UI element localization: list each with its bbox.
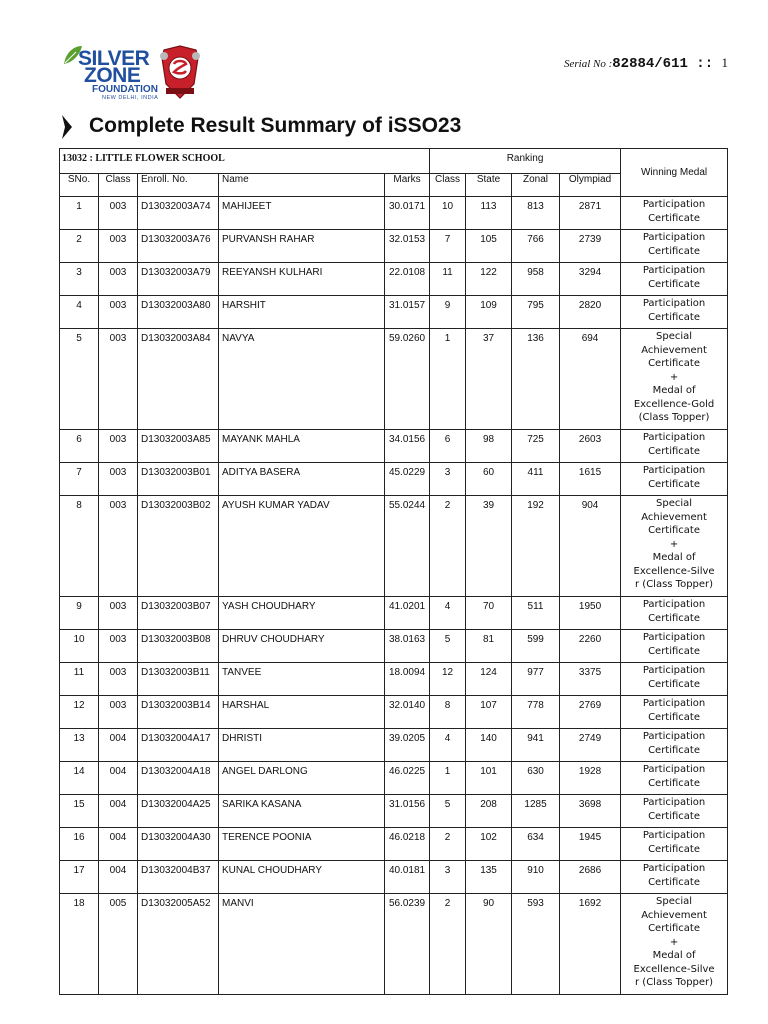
- logo-line-2: ZONE: [84, 64, 141, 87]
- cell-rank-olympiad: 2739: [560, 230, 621, 263]
- cell-rank-zonal: 795: [512, 296, 560, 329]
- table-row: [60, 197, 728, 230]
- cell-medal: [621, 696, 728, 729]
- medal-line: Certificate: [648, 278, 701, 290]
- medal-line: +: [669, 371, 679, 383]
- medal-line: Excellence-Gold: [633, 398, 715, 410]
- table-row: [60, 329, 728, 430]
- cell-rank-state: 70: [466, 597, 512, 630]
- cell-rank-class: 9: [430, 296, 466, 329]
- cell-marks: 30.0171: [385, 197, 430, 230]
- cell-rank-olympiad: 2603: [560, 430, 621, 463]
- medal-line: Certificate: [648, 245, 701, 257]
- cell-medal: [621, 597, 728, 630]
- cell-medal: [621, 263, 728, 296]
- cell-rank-class: 3: [430, 861, 466, 894]
- medal-line: Participation: [642, 665, 706, 676]
- cell-rank-state: 109: [466, 296, 512, 329]
- table-row: [60, 263, 728, 296]
- cell-marks: 32.0153: [385, 230, 430, 263]
- cell-enroll: D13032003A84: [138, 329, 219, 430]
- medal-line: Participation: [642, 764, 706, 775]
- medal-line: Certificate: [648, 678, 701, 690]
- cell-sno: 4: [60, 296, 99, 329]
- cell-rank-zonal: 634: [512, 828, 560, 861]
- cell-class: 003: [99, 430, 138, 463]
- medal-line: Certificate: [648, 445, 701, 457]
- winning-medal-header: Winning Medal: [621, 149, 728, 197]
- silver-zone-logo: [62, 42, 212, 102]
- page-title: Complete Result Summary of iSSO23: [89, 114, 462, 137]
- cell-name: HARSHAL: [219, 696, 385, 729]
- medal-line: Certificate: [648, 843, 701, 855]
- cell-medal: [621, 329, 728, 430]
- cell-sno: 16: [60, 828, 99, 861]
- cell-sno: 5: [60, 329, 99, 430]
- serial-separator: ::: [687, 56, 722, 72]
- medal-line: Participation: [642, 265, 706, 276]
- cell-rank-state: 208: [466, 795, 512, 828]
- medal-line: Medal of: [652, 950, 696, 961]
- medal-line: +: [669, 936, 679, 948]
- cell-rank-class: 6: [430, 430, 466, 463]
- cell-rank-class: 11: [430, 263, 466, 296]
- medal-line: Participation: [642, 199, 706, 210]
- cell-name: TERENCE POONIA: [219, 828, 385, 861]
- cell-name: PURVANSH RAHAR: [219, 230, 385, 263]
- results-table: [59, 148, 728, 995]
- cell-rank-olympiad: 1615: [560, 463, 621, 496]
- medal-line: Achievement: [641, 511, 707, 523]
- logo-line-1: SILVER: [78, 47, 150, 70]
- cell-class: 003: [99, 696, 138, 729]
- medal-line: Certificate: [648, 478, 701, 490]
- cell-name: KUNAL CHOUDHARY: [219, 861, 385, 894]
- cell-rank-zonal: 1285: [512, 795, 560, 828]
- cell-class: 004: [99, 795, 138, 828]
- cell-enroll: D13032003A76: [138, 230, 219, 263]
- col-enroll: Enroll. No.: [138, 174, 219, 197]
- cell-rank-class: 2: [430, 496, 466, 597]
- cell-class: 004: [99, 861, 138, 894]
- table-row: [60, 663, 728, 696]
- cell-name: AYUSH KUMAR YADAV: [219, 496, 385, 597]
- cell-rank-state: 113: [466, 197, 512, 230]
- cell-rank-olympiad: 2871: [560, 197, 621, 230]
- cell-name: YASH CHOUDHARY: [219, 597, 385, 630]
- cell-medal: [621, 197, 728, 230]
- cell-medal: [621, 496, 728, 597]
- cell-name: MAHIJEET: [219, 197, 385, 230]
- cell-rank-zonal: 725: [512, 430, 560, 463]
- medal-line: Certificate: [648, 810, 701, 822]
- cell-medal: [621, 230, 728, 263]
- cell-rank-zonal: 958: [512, 263, 560, 296]
- table-row: [60, 463, 728, 496]
- table-row: [60, 296, 728, 329]
- medal-line: Participation: [642, 465, 706, 476]
- table-row: [60, 795, 728, 828]
- logo-wordmark: [76, 46, 166, 100]
- title-arrow-icon: [60, 114, 74, 140]
- col-rank-olympiad: Olympiad: [560, 174, 621, 197]
- cell-enroll: D13032004B37: [138, 861, 219, 894]
- logo-line-3: FOUNDATION: [92, 84, 158, 95]
- logo-line-4: NEW DELHI, INDIA: [102, 95, 159, 101]
- table-row: [60, 630, 728, 663]
- cell-rank-zonal: 192: [512, 496, 560, 597]
- cell-medal: [621, 894, 728, 995]
- cell-medal: [621, 828, 728, 861]
- cell-rank-olympiad: 2686: [560, 861, 621, 894]
- medal-line: Certificate: [648, 876, 701, 888]
- medal-line: Participation: [642, 797, 706, 808]
- cell-enroll: D13032003B02: [138, 496, 219, 597]
- cell-sno: 9: [60, 597, 99, 630]
- cell-rank-zonal: 593: [512, 894, 560, 995]
- cell-name: DHRUV CHOUDHARY: [219, 630, 385, 663]
- cell-marks: 32.0140: [385, 696, 430, 729]
- cell-rank-zonal: 910: [512, 861, 560, 894]
- cell-enroll: D13032004A17: [138, 729, 219, 762]
- cell-sno: 15: [60, 795, 99, 828]
- cell-medal: [621, 463, 728, 496]
- col-rank-class: Class: [430, 174, 466, 197]
- medal-line: r (Class Topper): [635, 977, 714, 988]
- cell-name: ANGEL DARLONG: [219, 762, 385, 795]
- cell-enroll: D13032003A85: [138, 430, 219, 463]
- cell-rank-class: 12: [430, 663, 466, 696]
- cell-rank-class: 1: [430, 329, 466, 430]
- cell-marks: 34.0156: [385, 430, 430, 463]
- serial-number: [564, 55, 728, 72]
- cell-rank-state: 37: [466, 329, 512, 430]
- medal-line: Achievement: [641, 344, 707, 356]
- cell-rank-class: 2: [430, 894, 466, 995]
- cell-sno: 3: [60, 263, 99, 296]
- cell-name: ADITYA BASERA: [219, 463, 385, 496]
- medal-line: Certificate: [648, 645, 701, 657]
- school-name: 13032 : LITTLE FLOWER SCHOOL: [60, 149, 430, 174]
- cell-rank-olympiad: 2749: [560, 729, 621, 762]
- table-row: [60, 729, 728, 762]
- cell-marks: 39.0205: [385, 729, 430, 762]
- cell-rank-state: 60: [466, 463, 512, 496]
- cell-rank-olympiad: 2769: [560, 696, 621, 729]
- cell-class: 003: [99, 663, 138, 696]
- cell-rank-state: 122: [466, 263, 512, 296]
- table-row: [60, 828, 728, 861]
- cell-enroll: D13032003B11: [138, 663, 219, 696]
- cell-class: 003: [99, 197, 138, 230]
- cell-sno: 17: [60, 861, 99, 894]
- medal-line: Excellence-Silve: [633, 963, 715, 975]
- cell-sno: 13: [60, 729, 99, 762]
- cell-rank-state: 124: [466, 663, 512, 696]
- cell-sno: 11: [60, 663, 99, 696]
- cell-sno: 7: [60, 463, 99, 496]
- table-row: [60, 430, 728, 463]
- cell-rank-class: 5: [430, 795, 466, 828]
- medal-line: Participation: [642, 731, 706, 742]
- cell-sno: 18: [60, 894, 99, 995]
- cell-rank-zonal: 630: [512, 762, 560, 795]
- cell-class: 004: [99, 729, 138, 762]
- cell-rank-state: 105: [466, 230, 512, 263]
- cell-marks: 56.0239: [385, 894, 430, 995]
- cell-sno: 8: [60, 496, 99, 597]
- cell-rank-state: 135: [466, 861, 512, 894]
- cell-medal: [621, 762, 728, 795]
- cell-enroll: D13032005A52: [138, 894, 219, 995]
- cell-rank-state: 39: [466, 496, 512, 597]
- table-row: [60, 230, 728, 263]
- medal-line: Certificate: [648, 744, 701, 756]
- col-name: Name: [219, 174, 385, 197]
- cell-marks: 55.0244: [385, 496, 430, 597]
- medal-line: Certificate: [648, 311, 701, 323]
- cell-rank-class: 5: [430, 630, 466, 663]
- cell-name: REEYANSH KULHARI: [219, 263, 385, 296]
- cell-rank-state: 107: [466, 696, 512, 729]
- cell-rank-olympiad: 1692: [560, 894, 621, 995]
- cell-name: DHRISTI: [219, 729, 385, 762]
- cell-rank-class: 10: [430, 197, 466, 230]
- cell-marks: 18.0094: [385, 663, 430, 696]
- medal-line: r (Class Topper): [635, 579, 714, 590]
- table-row: [60, 496, 728, 597]
- cell-rank-zonal: 766: [512, 230, 560, 263]
- cell-class: 004: [99, 762, 138, 795]
- cell-class: 003: [99, 230, 138, 263]
- cell-rank-olympiad: 2820: [560, 296, 621, 329]
- col-rank-state: State: [466, 174, 512, 197]
- cell-rank-olympiad: 3375: [560, 663, 621, 696]
- cell-marks: 46.0218: [385, 828, 430, 861]
- cell-name: HARSHIT: [219, 296, 385, 329]
- cell-marks: 46.0225: [385, 762, 430, 795]
- cell-marks: 41.0201: [385, 597, 430, 630]
- cell-sno: 12: [60, 696, 99, 729]
- cell-rank-state: 98: [466, 430, 512, 463]
- cell-rank-zonal: 977: [512, 663, 560, 696]
- cell-rank-class: 1: [430, 762, 466, 795]
- cell-class: 003: [99, 296, 138, 329]
- medal-line: Medal of: [652, 552, 696, 563]
- cell-medal: [621, 663, 728, 696]
- cell-class: 003: [99, 496, 138, 597]
- cell-medal: [621, 296, 728, 329]
- table-row: [60, 597, 728, 630]
- medal-line: Certificate: [648, 525, 701, 536]
- cell-sno: 2: [60, 230, 99, 263]
- medal-line: Certificate: [648, 612, 701, 624]
- cell-marks: 38.0163: [385, 630, 430, 663]
- cell-enroll: D13032003A79: [138, 263, 219, 296]
- medal-line: Special: [656, 498, 693, 509]
- cell-rank-state: 81: [466, 630, 512, 663]
- cell-rank-zonal: 813: [512, 197, 560, 230]
- cell-rank-olympiad: 2260: [560, 630, 621, 663]
- cell-medal: [621, 729, 728, 762]
- cell-rank-state: 102: [466, 828, 512, 861]
- medal-line: Certificate: [648, 711, 701, 723]
- cell-rank-state: 101: [466, 762, 512, 795]
- cell-rank-olympiad: 1928: [560, 762, 621, 795]
- cell-rank-olympiad: 1945: [560, 828, 621, 861]
- cell-rank-olympiad: 3698: [560, 795, 621, 828]
- medal-line: Participation: [642, 232, 706, 243]
- medal-line: Participation: [642, 698, 706, 709]
- cell-rank-olympiad: 1950: [560, 597, 621, 630]
- cell-marks: 31.0157: [385, 296, 430, 329]
- medal-line: Achievement: [641, 909, 707, 921]
- cell-rank-class: 3: [430, 463, 466, 496]
- cell-medal: [621, 430, 728, 463]
- cell-name: NAVYA: [219, 329, 385, 430]
- cell-name: SARIKA KASANA: [219, 795, 385, 828]
- medal-line: Special: [656, 331, 693, 342]
- medal-line: Certificate: [648, 923, 701, 934]
- cell-enroll: D13032004A25: [138, 795, 219, 828]
- medal-line: Participation: [642, 632, 706, 643]
- medal-line: Participation: [642, 432, 706, 443]
- col-rank-zonal: Zonal: [512, 174, 560, 197]
- medal-line: Medal of: [652, 385, 696, 396]
- cell-rank-zonal: 599: [512, 630, 560, 663]
- crest-icon: [158, 44, 202, 100]
- cell-enroll: D13032004A30: [138, 828, 219, 861]
- cell-rank-class: 7: [430, 230, 466, 263]
- cell-rank-class: 2: [430, 828, 466, 861]
- medal-line: Certificate: [648, 777, 701, 789]
- medal-line: Participation: [642, 599, 706, 610]
- cell-marks: 40.0181: [385, 861, 430, 894]
- medal-line: (Class Topper): [638, 412, 710, 423]
- cell-class: 003: [99, 630, 138, 663]
- cell-medal: [621, 861, 728, 894]
- cell-marks: 59.0260: [385, 329, 430, 430]
- cell-sno: 1: [60, 197, 99, 230]
- serial-label: Serial No :: [563, 58, 613, 70]
- medal-line: Certificate: [648, 212, 701, 224]
- cell-class: 003: [99, 597, 138, 630]
- cell-name: MANVI: [219, 894, 385, 995]
- cell-enroll: D13032003A80: [138, 296, 219, 329]
- table-header-row-1: [60, 149, 728, 174]
- serial-value: 82884/611: [612, 56, 688, 72]
- cell-rank-olympiad: 694: [560, 329, 621, 430]
- medal-line: +: [669, 538, 679, 550]
- serial-page: 1: [721, 55, 728, 70]
- cell-rank-zonal: 136: [512, 329, 560, 430]
- cell-rank-olympiad: 3294: [560, 263, 621, 296]
- table-row: [60, 861, 728, 894]
- cell-rank-zonal: 941: [512, 729, 560, 762]
- cell-enroll: D13032003A74: [138, 197, 219, 230]
- cell-enroll: D13032004A18: [138, 762, 219, 795]
- col-sno: SNo.: [60, 174, 99, 197]
- cell-sno: 10: [60, 630, 99, 663]
- cell-rank-state: 90: [466, 894, 512, 995]
- cell-class: 004: [99, 828, 138, 861]
- cell-rank-state: 140: [466, 729, 512, 762]
- ranking-header: Ranking: [430, 149, 621, 174]
- cell-enroll: D13032003B08: [138, 630, 219, 663]
- cell-medal: [621, 630, 728, 663]
- cell-rank-class: 8: [430, 696, 466, 729]
- cell-name: MAYANK MAHLA: [219, 430, 385, 463]
- col-class: Class: [99, 174, 138, 197]
- cell-rank-zonal: 778: [512, 696, 560, 729]
- cell-rank-class: 4: [430, 597, 466, 630]
- medal-line: Participation: [642, 298, 706, 309]
- cell-marks: 31.0156: [385, 795, 430, 828]
- cell-rank-class: 4: [430, 729, 466, 762]
- col-marks: Marks: [385, 174, 430, 197]
- table-row: [60, 762, 728, 795]
- cell-rank-zonal: 511: [512, 597, 560, 630]
- cell-sno: 6: [60, 430, 99, 463]
- medal-line: Certificate: [648, 358, 701, 369]
- medal-line: Participation: [642, 863, 706, 874]
- table-row: [60, 894, 728, 995]
- cell-sno: 14: [60, 762, 99, 795]
- medal-line: Special: [656, 896, 693, 907]
- cell-class: 003: [99, 329, 138, 430]
- cell-name: TANVEE: [219, 663, 385, 696]
- cell-enroll: D13032003B14: [138, 696, 219, 729]
- cell-medal: [621, 795, 728, 828]
- cell-enroll: D13032003B01: [138, 463, 219, 496]
- medal-line: Excellence-Silve: [633, 565, 715, 577]
- cell-rank-zonal: 411: [512, 463, 560, 496]
- cell-marks: 45.0229: [385, 463, 430, 496]
- medal-line: Participation: [642, 830, 706, 841]
- cell-class: 003: [99, 463, 138, 496]
- table-row: [60, 696, 728, 729]
- cell-rank-olympiad: 904: [560, 496, 621, 597]
- cell-class: 003: [99, 263, 138, 296]
- cell-class: 005: [99, 894, 138, 995]
- cell-enroll: D13032003B07: [138, 597, 219, 630]
- cell-marks: 22.0108: [385, 263, 430, 296]
